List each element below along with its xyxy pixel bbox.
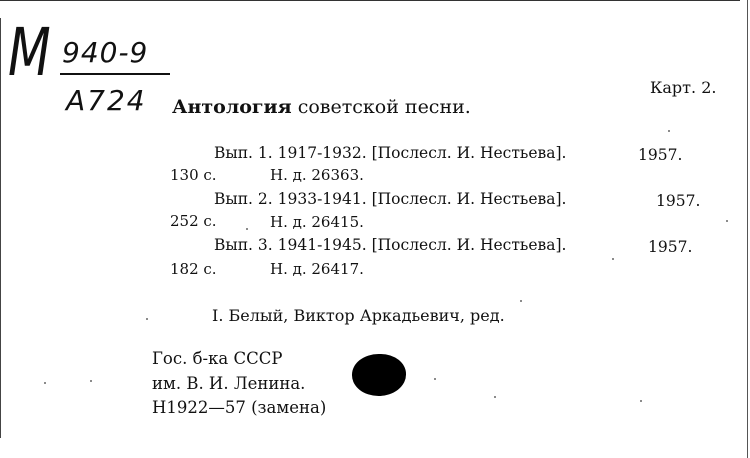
title-rest: советской песни.	[291, 96, 471, 118]
paper-speck	[90, 380, 92, 382]
paper-speck	[246, 228, 248, 230]
paper-speck	[44, 382, 46, 384]
volume-2-line: Вып. 2. 1933-1941. [Послесл. И. Нестьева].	[214, 190, 567, 208]
stamp-line-3: Н1922—57 (замена)	[152, 398, 327, 417]
card-border-left	[0, 18, 1, 438]
paper-speck	[668, 130, 670, 132]
card-border-top	[0, 0, 740, 1]
paper-speck	[726, 220, 728, 222]
stamp-line-1: Гос. б-ка СССР	[152, 349, 283, 368]
volume-2-year: 1957.	[656, 192, 701, 210]
stamp-line-2: им. В. И. Ленина.	[152, 374, 306, 393]
volume-2-pages: 252 с.	[170, 212, 217, 230]
paper-speck	[612, 258, 614, 260]
title-main-word: Антология	[172, 96, 292, 118]
volume-1-line: Вып. 1. 1917-1932. [Послесл. И. Нестьева].	[214, 144, 567, 162]
paper-speck	[434, 378, 436, 380]
paper-speck	[494, 396, 496, 398]
shelfmark-letter: M	[8, 14, 51, 91]
volume-2-music-number: Н. д. 26415.	[270, 213, 364, 231]
paper-speck	[520, 300, 522, 302]
volume-1-pages: 130 с.	[170, 166, 217, 184]
shelfmark-class-number: 940-9	[62, 36, 149, 69]
shelfmark-author-mark: A724	[66, 84, 147, 117]
card-number: Карт. 2.	[650, 78, 717, 97]
paper-speck	[640, 400, 642, 402]
volume-1-year: 1957.	[638, 146, 683, 164]
volume-1-music-number: Н. д. 26363.	[270, 166, 364, 184]
ink-blot	[352, 354, 406, 396]
volume-3-year: 1957.	[648, 238, 693, 256]
volume-3-pages: 182 с.	[170, 260, 217, 278]
card-title	[172, 96, 471, 118]
volume-3-line: Вып. 3. 1941-1945. [Послесл. И. Нестьева].	[214, 236, 567, 254]
card-border-right	[747, 0, 748, 458]
added-entry-editor: I. Белый, Виктор Аркадьевич, ред.	[212, 306, 505, 325]
shelfmark-divider	[60, 73, 170, 75]
volume-3-music-number: Н. д. 26417.	[270, 260, 364, 278]
paper-speck	[146, 318, 148, 320]
